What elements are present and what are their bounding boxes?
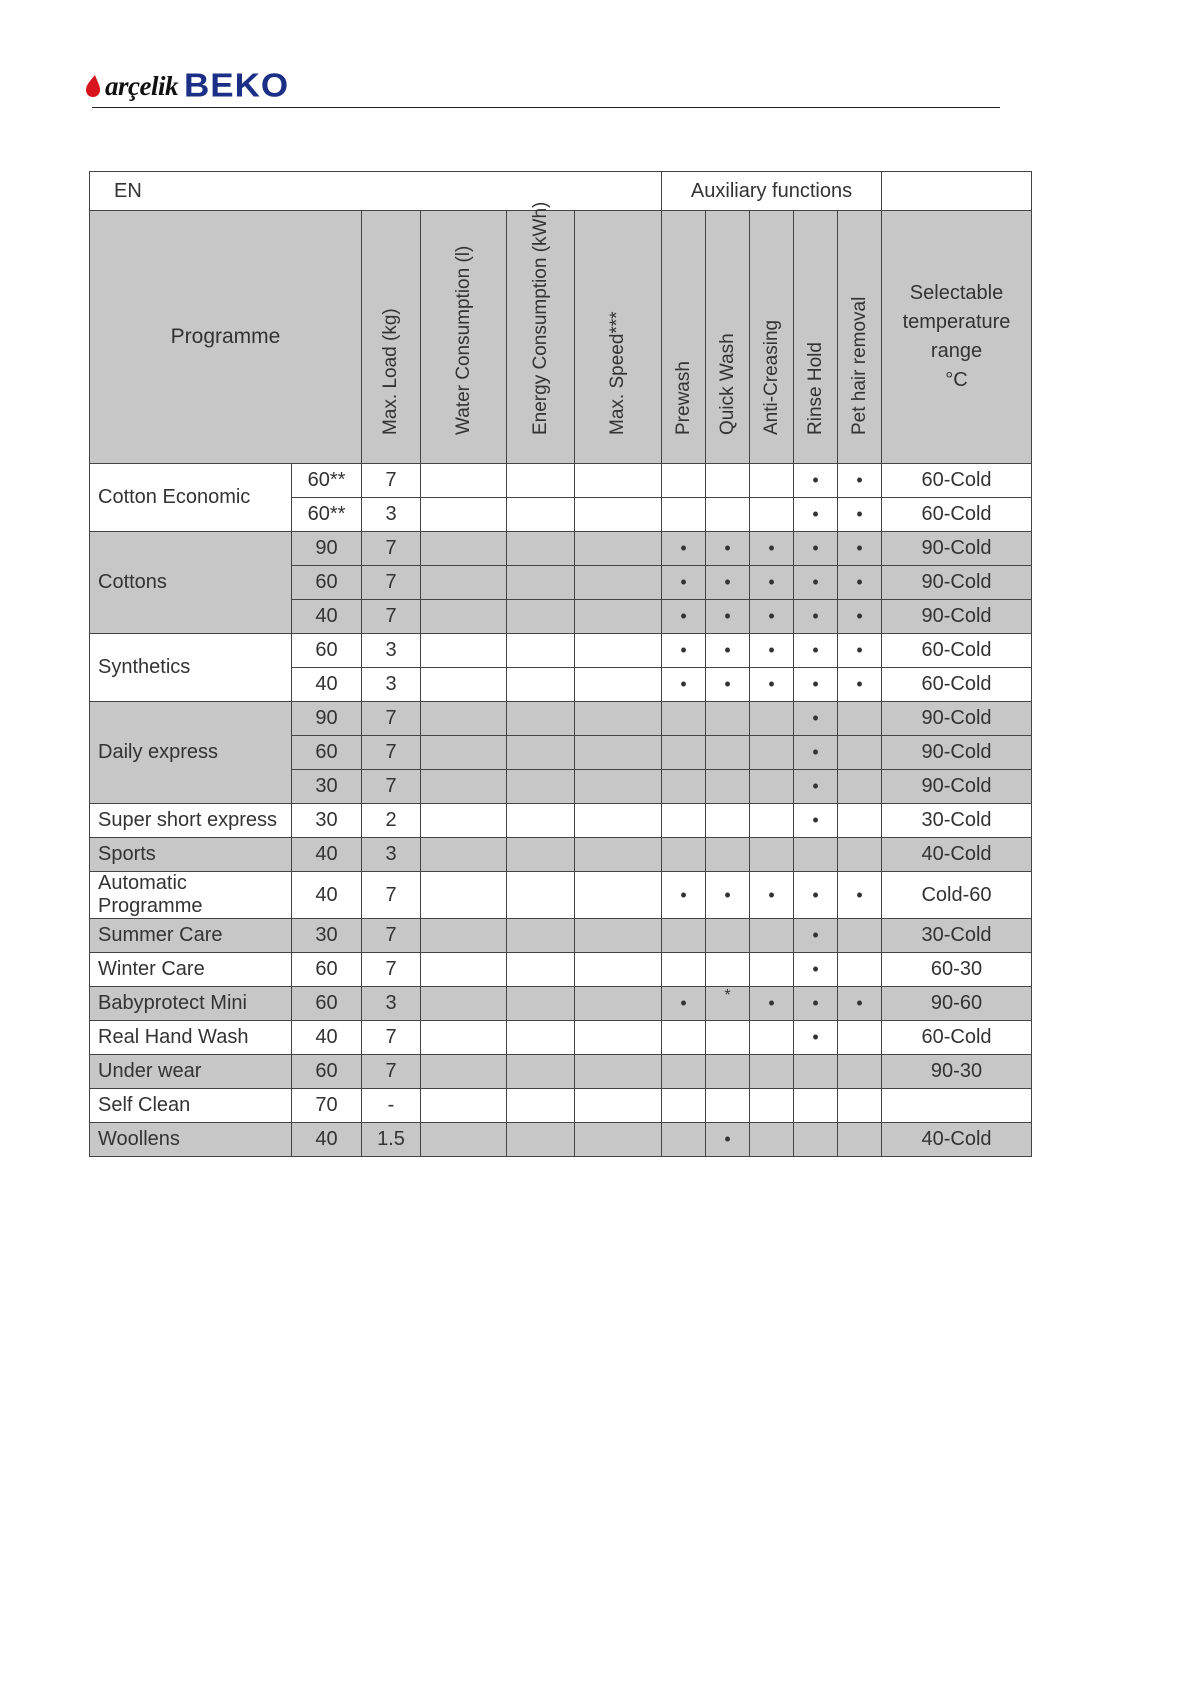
pet-hair-removal-header: Pet hair removal — [838, 211, 882, 464]
table-row — [90, 702, 1032, 736]
temp-range-cell: 90-60 — [882, 987, 1032, 1021]
temp-range-cell — [882, 1089, 1032, 1123]
anti-creasing-cell — [750, 838, 794, 872]
table-row — [90, 953, 1032, 987]
quick-wash-cell — [706, 838, 750, 872]
water-cell — [421, 838, 507, 872]
rinse-hold-cell: • — [794, 872, 838, 919]
water-cell — [421, 498, 507, 532]
energy-cell — [507, 919, 575, 953]
water-cell — [421, 1089, 507, 1123]
quick-wash-cell — [706, 736, 750, 770]
anti-creasing-cell: • — [750, 987, 794, 1021]
prewash-header: Prewash — [662, 211, 706, 464]
pet-hair-cell: • — [838, 566, 882, 600]
quick-wash-cell — [706, 804, 750, 838]
prewash-cell: • — [662, 987, 706, 1021]
energy-cell — [507, 987, 575, 1021]
prewash-cell — [662, 464, 706, 498]
water-cell — [421, 464, 507, 498]
rinse-hold-cell — [794, 1055, 838, 1089]
speed-cell — [575, 1021, 662, 1055]
water-cell — [421, 702, 507, 736]
temp-range-cell: 90-Cold — [882, 736, 1032, 770]
rinse-hold-cell: • — [794, 464, 838, 498]
water-cell — [421, 987, 507, 1021]
max-load-cell: 7 — [362, 702, 421, 736]
anti-creasing-cell — [750, 1055, 794, 1089]
pet-hair-cell: • — [838, 600, 882, 634]
temperature-cell: 40 — [292, 872, 362, 919]
pet-hair-cell — [838, 702, 882, 736]
temp-range-cell: 60-Cold — [882, 668, 1032, 702]
energy-cell — [507, 1123, 575, 1157]
pet-hair-cell: • — [838, 987, 882, 1021]
table-row — [90, 987, 1032, 1021]
rinse-hold-cell: • — [794, 668, 838, 702]
programme-name: Cottons — [90, 532, 292, 634]
temperature-cell: 40 — [292, 1123, 362, 1157]
rinse-hold-cell: • — [794, 532, 838, 566]
aux-functions-header: Auxiliary functions — [662, 172, 882, 211]
max-load-cell: 7 — [362, 872, 421, 919]
speed-cell — [575, 987, 662, 1021]
rinse-hold-cell: • — [794, 987, 838, 1021]
programme-name: Sports — [90, 838, 292, 872]
quick-wash-cell: • — [706, 872, 750, 919]
programme-header: Programme — [90, 211, 362, 464]
pet-hair-cell — [838, 770, 882, 804]
speed-cell — [575, 668, 662, 702]
energy-cell — [507, 804, 575, 838]
quick-wash-cell — [706, 1055, 750, 1089]
brand-arcelik: arçelik — [105, 70, 178, 101]
quick-wash-cell — [706, 702, 750, 736]
temperature-cell: 30 — [292, 919, 362, 953]
anti-creasing-cell — [750, 953, 794, 987]
programme-name: Automatic Programme — [90, 872, 292, 919]
anti-creasing-cell — [750, 919, 794, 953]
prewash-cell: • — [662, 600, 706, 634]
speed-cell — [575, 804, 662, 838]
anti-creasing-cell: • — [750, 634, 794, 668]
energy-cell — [507, 668, 575, 702]
speed-cell — [575, 953, 662, 987]
water-cell — [421, 532, 507, 566]
max-load-cell: 7 — [362, 464, 421, 498]
pet-hair-cell — [838, 736, 882, 770]
pet-hair-cell — [838, 804, 882, 838]
anti-creasing-cell — [750, 464, 794, 498]
water-cell — [421, 1055, 507, 1089]
programme-name: Summer Care — [90, 919, 292, 953]
temp-range-cell: 90-30 — [882, 1055, 1032, 1089]
prewash-cell — [662, 1123, 706, 1157]
temp-range-cell: 30-Cold — [882, 804, 1032, 838]
temperature-cell: 60 — [292, 566, 362, 600]
anti-creasing-cell — [750, 702, 794, 736]
temperature-cell: 40 — [292, 838, 362, 872]
temp-range-cell: 60-30 — [882, 953, 1032, 987]
temperature-cell: 30 — [292, 804, 362, 838]
programme-name: Under wear — [90, 1055, 292, 1089]
quick-wash-cell: • — [706, 1123, 750, 1157]
quick-wash-cell — [706, 953, 750, 987]
max-load-cell: 7 — [362, 566, 421, 600]
max-load-header: Max. Load (kg) — [362, 211, 421, 464]
water-consumption-header: Water Consumption (l) — [421, 211, 507, 464]
flame-icon — [86, 75, 101, 97]
anti-creasing-cell — [750, 770, 794, 804]
max-load-cell: 3 — [362, 498, 421, 532]
prewash-cell: • — [662, 668, 706, 702]
prewash-cell — [662, 770, 706, 804]
temp-range-cell: Cold-60 — [882, 872, 1032, 919]
temperature-cell: 40 — [292, 668, 362, 702]
temperature-cell: 40 — [292, 1021, 362, 1055]
programme-name: Super short express — [90, 804, 292, 838]
table-row — [90, 634, 1032, 668]
max-load-cell: 7 — [362, 770, 421, 804]
quick-wash-cell — [706, 770, 750, 804]
anti-creasing-cell — [750, 736, 794, 770]
max-load-cell: 7 — [362, 532, 421, 566]
language-label: EN — [90, 172, 662, 211]
pet-hair-cell — [838, 1123, 882, 1157]
rinse-hold-cell — [794, 1089, 838, 1123]
rinse-hold-cell: • — [794, 566, 838, 600]
prewash-cell — [662, 804, 706, 838]
pet-hair-cell — [838, 919, 882, 953]
pet-hair-cell — [838, 1055, 882, 1089]
speed-cell — [575, 464, 662, 498]
quick-wash-cell — [706, 919, 750, 953]
prewash-cell — [662, 1021, 706, 1055]
max-load-cell: 7 — [362, 1055, 421, 1089]
anti-creasing-cell: • — [750, 600, 794, 634]
anti-creasing-cell: • — [750, 668, 794, 702]
energy-cell — [507, 1055, 575, 1089]
prewash-cell — [662, 1055, 706, 1089]
max-load-cell: 1.5 — [362, 1123, 421, 1157]
quick-wash-cell — [706, 1089, 750, 1123]
programme-name: Winter Care — [90, 953, 292, 987]
table-row — [90, 1055, 1032, 1089]
temp-range-cell: 90-Cold — [882, 770, 1032, 804]
temperature-cell: 60 — [292, 953, 362, 987]
speed-cell — [575, 838, 662, 872]
water-cell — [421, 872, 507, 919]
temp-range-cell: 60-Cold — [882, 634, 1032, 668]
energy-cell — [507, 838, 575, 872]
prewash-cell — [662, 1089, 706, 1123]
anti-creasing-cell — [750, 1089, 794, 1123]
energy-cell — [507, 872, 575, 919]
table-row — [90, 464, 1032, 498]
quick-wash-cell: • — [706, 566, 750, 600]
rinse-hold-cell: • — [794, 736, 838, 770]
water-cell — [421, 668, 507, 702]
max-speed-header: Max. Speed*** — [575, 211, 662, 464]
temperature-cell: 70 — [292, 1089, 362, 1123]
speed-cell — [575, 919, 662, 953]
rinse-hold-cell — [794, 838, 838, 872]
programme-name: Real Hand Wash — [90, 1021, 292, 1055]
temp-range-cell: 90-Cold — [882, 532, 1032, 566]
temp-range-cell: 60-Cold — [882, 464, 1032, 498]
energy-cell — [507, 1089, 575, 1123]
water-cell — [421, 953, 507, 987]
quick-wash-cell: * — [706, 987, 750, 1021]
temp-range-cell: 90-Cold — [882, 600, 1032, 634]
temp-range-cell: 30-Cold — [882, 919, 1032, 953]
anti-creasing-cell: • — [750, 872, 794, 919]
temp-range-cell: 90-Cold — [882, 702, 1032, 736]
energy-cell — [507, 600, 575, 634]
temperature-cell: 90 — [292, 532, 362, 566]
temp-range-cell: 40-Cold — [882, 838, 1032, 872]
speed-cell — [575, 872, 662, 919]
temperature-cell: 90 — [292, 702, 362, 736]
table-row — [90, 532, 1032, 566]
prewash-cell — [662, 702, 706, 736]
rinse-hold-cell: • — [794, 600, 838, 634]
rinse-hold-cell: • — [794, 498, 838, 532]
rinse-hold-cell: • — [794, 953, 838, 987]
pet-hair-cell — [838, 838, 882, 872]
blank-header-cell — [882, 172, 1032, 211]
quick-wash-cell — [706, 498, 750, 532]
page-header — [86, 62, 1000, 108]
water-cell — [421, 736, 507, 770]
max-load-cell: 7 — [362, 736, 421, 770]
temperature-cell: 60 — [292, 1055, 362, 1089]
energy-cell — [507, 953, 575, 987]
water-cell — [421, 600, 507, 634]
max-load-cell: 7 — [362, 919, 421, 953]
table-row — [90, 919, 1032, 953]
speed-cell — [575, 1055, 662, 1089]
quick-wash-header: Quick Wash — [706, 211, 750, 464]
programme-name: Self Clean — [90, 1089, 292, 1123]
water-cell — [421, 634, 507, 668]
pet-hair-cell: • — [838, 464, 882, 498]
speed-cell — [575, 736, 662, 770]
energy-cell — [507, 464, 575, 498]
programme-name: Babyprotect Mini — [90, 987, 292, 1021]
speed-cell — [575, 498, 662, 532]
anti-creasing-cell: • — [750, 532, 794, 566]
temperature-cell: 60** — [292, 464, 362, 498]
anti-creasing-header: Anti-Creasing — [750, 211, 794, 464]
quick-wash-cell: • — [706, 668, 750, 702]
table-row — [90, 1021, 1032, 1055]
anti-creasing-cell — [750, 1123, 794, 1157]
table-row — [90, 1123, 1032, 1157]
pet-hair-cell: • — [838, 498, 882, 532]
pet-hair-cell: • — [838, 634, 882, 668]
anti-creasing-cell: • — [750, 566, 794, 600]
max-load-cell: 3 — [362, 634, 421, 668]
anti-creasing-cell — [750, 1021, 794, 1055]
temp-range-cell: 90-Cold — [882, 566, 1032, 600]
energy-cell — [507, 566, 575, 600]
speed-cell — [575, 600, 662, 634]
temperature-cell: 60 — [292, 736, 362, 770]
programme-name: Daily express — [90, 702, 292, 804]
programme-name: Woollens — [90, 1123, 292, 1157]
prewash-cell: • — [662, 566, 706, 600]
prewash-cell — [662, 838, 706, 872]
temperature-range-header: Selectable temperature range °C — [882, 211, 1032, 464]
water-cell — [421, 1021, 507, 1055]
pet-hair-cell — [838, 953, 882, 987]
rinse-hold-cell: • — [794, 804, 838, 838]
temperature-cell: 30 — [292, 770, 362, 804]
speed-cell — [575, 702, 662, 736]
table-row — [90, 872, 1032, 919]
prewash-cell — [662, 498, 706, 532]
rinse-hold-cell — [794, 1123, 838, 1157]
max-load-cell: 7 — [362, 953, 421, 987]
energy-cell — [507, 736, 575, 770]
water-cell — [421, 804, 507, 838]
pet-hair-cell — [838, 1021, 882, 1055]
max-load-cell: 3 — [362, 987, 421, 1021]
anti-creasing-cell — [750, 804, 794, 838]
quick-wash-cell — [706, 464, 750, 498]
energy-cell — [507, 532, 575, 566]
quick-wash-cell: • — [706, 634, 750, 668]
rinse-hold-header: Rinse Hold — [794, 211, 838, 464]
max-load-cell: - — [362, 1089, 421, 1123]
speed-cell — [575, 566, 662, 600]
prewash-cell — [662, 919, 706, 953]
prewash-cell: • — [662, 872, 706, 919]
energy-cell — [507, 770, 575, 804]
energy-cell — [507, 498, 575, 532]
pet-hair-cell — [838, 1089, 882, 1123]
table-row — [90, 838, 1032, 872]
anti-creasing-cell — [750, 498, 794, 532]
energy-cell — [507, 634, 575, 668]
programme-name: Cotton Economic — [90, 464, 292, 532]
rinse-hold-cell: • — [794, 919, 838, 953]
speed-cell — [575, 532, 662, 566]
temp-range-cell: 60-Cold — [882, 1021, 1032, 1055]
max-load-cell: 7 — [362, 1021, 421, 1055]
energy-cell — [507, 702, 575, 736]
quick-wash-cell — [706, 1021, 750, 1055]
temperature-cell: 40 — [292, 600, 362, 634]
max-load-cell: 3 — [362, 838, 421, 872]
brand-logo — [86, 66, 289, 106]
energy-cell — [507, 1021, 575, 1055]
prewash-cell: • — [662, 532, 706, 566]
energy-consumption-header: Energy Consumption (kWh) — [507, 211, 575, 464]
rinse-hold-cell: • — [794, 770, 838, 804]
temperature-cell: 60 — [292, 987, 362, 1021]
max-load-cell: 2 — [362, 804, 421, 838]
temp-range-cell: 40-Cold — [882, 1123, 1032, 1157]
table-row — [90, 804, 1032, 838]
speed-cell — [575, 1123, 662, 1157]
quick-wash-cell: • — [706, 532, 750, 566]
max-load-cell: 3 — [362, 668, 421, 702]
header-divider — [92, 107, 1000, 108]
rinse-hold-cell: • — [794, 634, 838, 668]
speed-cell — [575, 634, 662, 668]
temperature-cell: 60** — [292, 498, 362, 532]
pet-hair-cell: • — [838, 872, 882, 919]
brand-beko: BEKO — [183, 67, 290, 105]
speed-cell — [575, 770, 662, 804]
prewash-cell — [662, 953, 706, 987]
temp-range-cell: 60-Cold — [882, 498, 1032, 532]
programme-name: Synthetics — [90, 634, 292, 702]
prewash-cell — [662, 736, 706, 770]
water-cell — [421, 1123, 507, 1157]
water-cell — [421, 919, 507, 953]
rinse-hold-cell: • — [794, 1021, 838, 1055]
table-row — [90, 1089, 1032, 1123]
water-cell — [421, 770, 507, 804]
water-cell — [421, 566, 507, 600]
rinse-hold-cell: • — [794, 702, 838, 736]
pet-hair-cell: • — [838, 668, 882, 702]
pet-hair-cell: • — [838, 532, 882, 566]
programme-table — [89, 171, 1032, 1157]
speed-cell — [575, 1089, 662, 1123]
temperature-cell: 60 — [292, 634, 362, 668]
quick-wash-cell: • — [706, 600, 750, 634]
max-load-cell: 7 — [362, 600, 421, 634]
prewash-cell: • — [662, 634, 706, 668]
